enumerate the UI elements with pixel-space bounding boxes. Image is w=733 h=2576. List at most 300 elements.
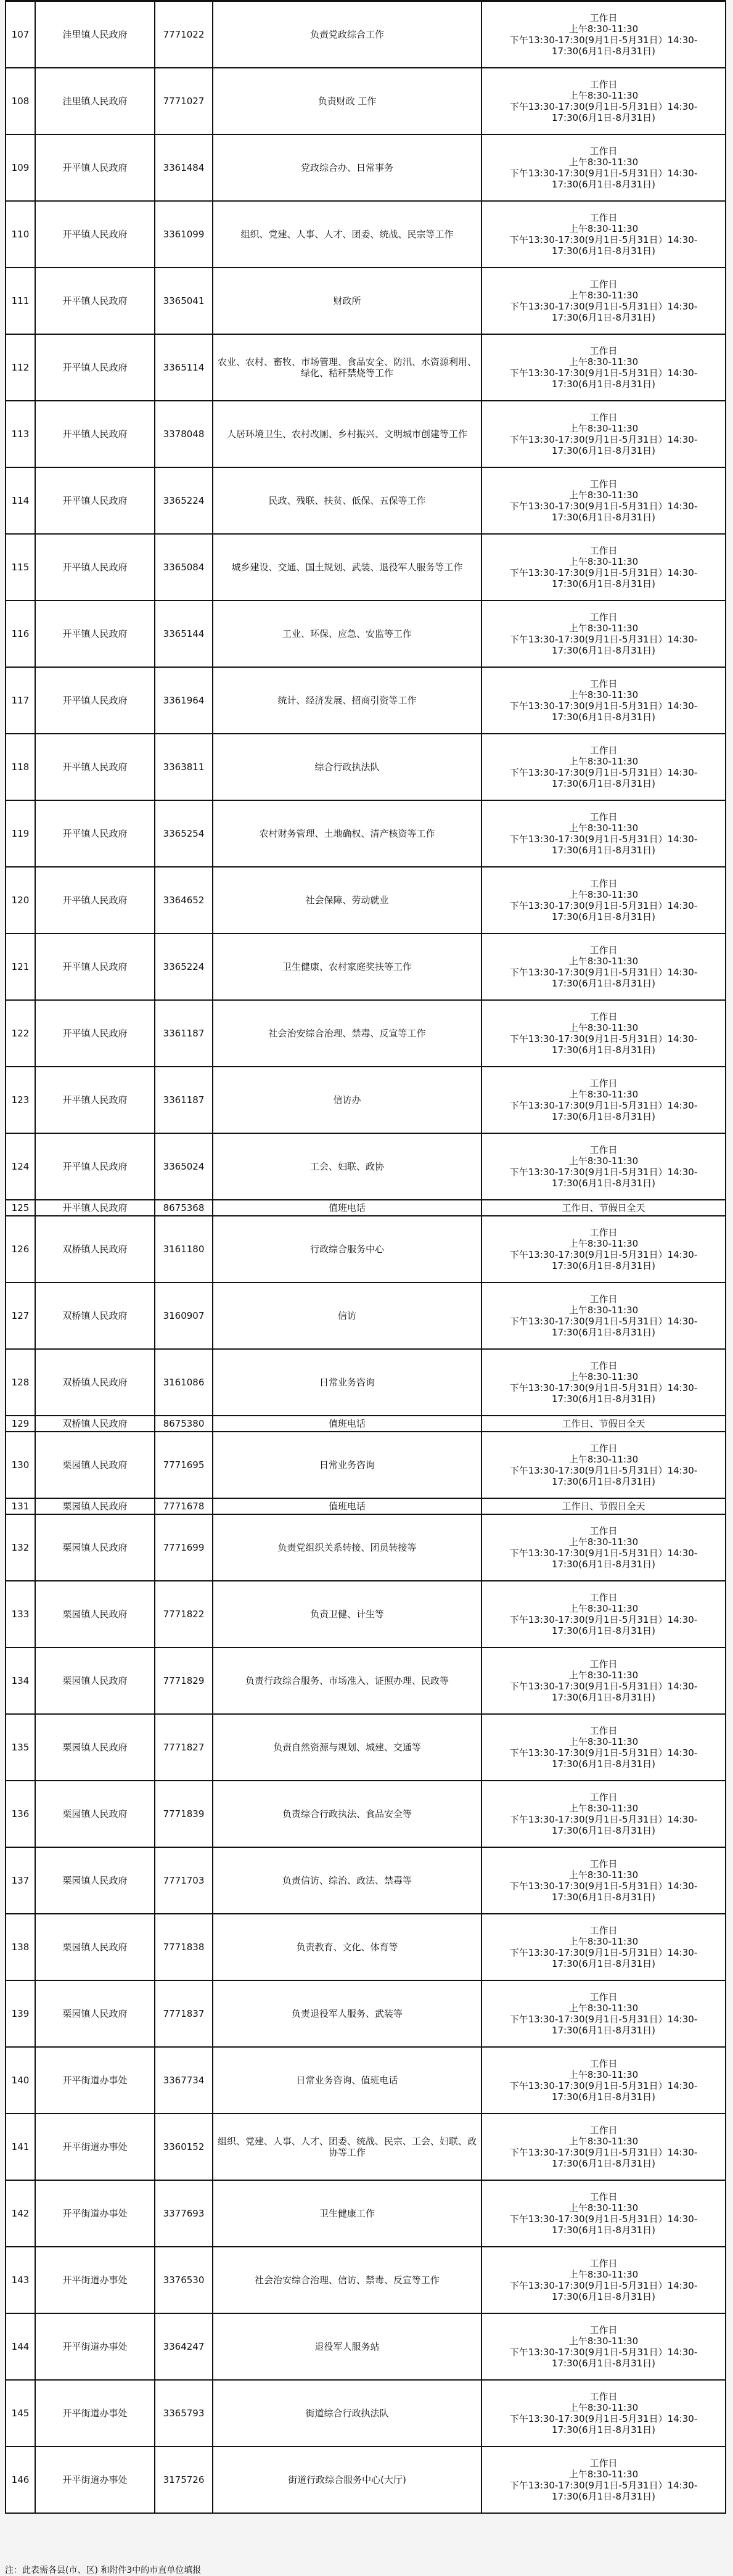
office-hours-line: 17:30(6月1日-8月31日) bbox=[551, 845, 656, 856]
service-description: 行政综合服务中心 bbox=[213, 1216, 481, 1282]
table-row bbox=[6, 1, 726, 68]
office-hours-line: 下午13:30-17:30(9月1日-5月31日）14:30- bbox=[509, 834, 698, 845]
service-description: 统计、经济发展、招商引资等工作 bbox=[213, 667, 481, 734]
row-number: 114 bbox=[6, 467, 35, 534]
office-hours-line: 17:30(6月1日-8月31日) bbox=[551, 2225, 656, 2236]
unit-name: 开平镇人民政府 bbox=[35, 667, 155, 734]
unit-name: 洼里镇人民政府 bbox=[35, 1, 155, 68]
row-number: 120 bbox=[6, 867, 35, 933]
unit-name: 开平镇人民政府 bbox=[35, 467, 155, 534]
office-hours bbox=[481, 1, 726, 68]
office-hours-line: 上午8:30-11:30 bbox=[568, 822, 639, 834]
office-hours-line: 工作日 bbox=[589, 478, 618, 490]
office-hours-line: 工作日 bbox=[589, 2391, 618, 2402]
row-number: 110 bbox=[6, 201, 35, 268]
office-hours-line: 下午13:30-17:30(9月1日-5月31日）14:30- bbox=[509, 2213, 698, 2225]
unit-name: 双桥镇人民政府 bbox=[35, 1216, 155, 1282]
service-description: 社会治安综合治理、信访、禁毒、反宣等工作 bbox=[213, 2247, 481, 2313]
unit-name: 栗园镇人民政府 bbox=[35, 1980, 155, 2047]
office-hours-line: 下午13:30-17:30(9月1日-5月31日）14:30- bbox=[509, 767, 698, 778]
office-hours-line: 17:30(6月1日-8月31日) bbox=[551, 2091, 656, 2102]
office-hours-line: 工作日、节假日全天 bbox=[562, 1501, 645, 1512]
office-hours-line: 上午8:30-11:30 bbox=[568, 1736, 639, 1747]
office-hours-line: 下午13:30-17:30(9月1日-5月31日）14:30- bbox=[509, 1249, 698, 1260]
table-row bbox=[6, 1914, 726, 1980]
row-number: 129 bbox=[6, 1416, 35, 1432]
office-hours-line: 下午13:30-17:30(9月1日-5月31日）14:30- bbox=[509, 2080, 698, 2091]
row-number: 133 bbox=[6, 1581, 35, 1647]
office-hours-line: 17:30(6月1日-8月31日) bbox=[551, 2291, 656, 2302]
phone-number: 3365254 bbox=[155, 800, 213, 867]
phone-number: 3365114 bbox=[155, 334, 213, 401]
row-number: 135 bbox=[6, 1714, 35, 1781]
office-hours-line: 工作日、节假日全天 bbox=[562, 1418, 645, 1429]
table-row bbox=[6, 1216, 726, 1282]
table-row bbox=[6, 867, 726, 933]
office-hours-line: 17:30(6月1日-8月31日) bbox=[551, 112, 656, 123]
office-hours bbox=[481, 734, 726, 800]
service-description: 负责综合行政执法、食品安全等 bbox=[213, 1781, 481, 1847]
phone-number: 3364652 bbox=[155, 867, 213, 933]
unit-name: 开平街道办事处 bbox=[35, 2114, 155, 2180]
office-hours-line: 17:30(6月1日-8月31日) bbox=[551, 1178, 656, 1189]
office-hours-line: 上午8:30-11:30 bbox=[568, 1089, 639, 1100]
table-row bbox=[6, 1714, 726, 1781]
office-hours-line: 下午13:30-17:30(9月1日-5月31日）14:30- bbox=[509, 501, 698, 512]
unit-name: 开平镇人民政府 bbox=[35, 268, 155, 334]
service-description: 信访办 bbox=[213, 1067, 481, 1133]
office-hours bbox=[481, 1282, 726, 1349]
row-number: 139 bbox=[6, 1980, 35, 2047]
phone-number: 7771678 bbox=[155, 1498, 213, 1514]
office-hours-line: 工作日 bbox=[589, 1991, 618, 2003]
table-row bbox=[6, 1781, 726, 1847]
phone-number: 7771827 bbox=[155, 1714, 213, 1781]
row-number: 109 bbox=[6, 134, 35, 201]
row-number: 134 bbox=[6, 1647, 35, 1714]
row-number: 127 bbox=[6, 1282, 35, 1349]
office-hours bbox=[481, 2114, 726, 2180]
unit-name: 栗园镇人民政府 bbox=[35, 1514, 155, 1581]
table-row bbox=[6, 2047, 726, 2114]
row-number: 141 bbox=[6, 2114, 35, 2180]
unit-name: 开平街道办事处 bbox=[35, 2380, 155, 2447]
phone-number: 7771838 bbox=[155, 1914, 213, 1980]
office-hours-line: 下午13:30-17:30(9月1日-5月31日）14:30- bbox=[509, 35, 698, 46]
table-row bbox=[6, 734, 726, 800]
office-hours bbox=[481, 601, 726, 667]
table-row bbox=[6, 2247, 726, 2313]
office-hours-line: 17:30(6月1日-8月31日) bbox=[551, 911, 656, 922]
office-hours-line: 工作日 bbox=[589, 2191, 618, 2202]
office-hours-line: 下午13:30-17:30(9月1日-5月31日）14:30- bbox=[509, 2147, 698, 2158]
office-hours bbox=[481, 1133, 726, 1200]
office-hours-line: 工作日 bbox=[589, 811, 618, 822]
unit-name: 开平街道办事处 bbox=[35, 2447, 155, 2513]
row-number: 138 bbox=[6, 1914, 35, 1980]
table-row bbox=[6, 1200, 726, 1216]
office-hours-line: 下午13:30-17:30(9月1日-5月31日）14:30- bbox=[509, 301, 698, 312]
office-hours bbox=[481, 334, 726, 401]
office-hours-line: 下午13:30-17:30(9月1日-5月31日）14:30- bbox=[509, 1316, 698, 1327]
row-number: 121 bbox=[6, 933, 35, 1000]
office-hours-line: 17:30(6月1日-8月31日) bbox=[551, 312, 656, 323]
phone-number: 3365224 bbox=[155, 933, 213, 1000]
office-hours-line: 17:30(6月1日-8月31日) bbox=[551, 978, 656, 989]
office-hours-line: 下午13:30-17:30(9月1日-5月31日）14:30- bbox=[509, 367, 698, 379]
office-hours-line: 17:30(6月1日-8月31日) bbox=[551, 179, 656, 190]
office-hours bbox=[481, 467, 726, 534]
office-hours-line: 17:30(6月1日-8月31日) bbox=[551, 645, 656, 656]
office-hours-line: 17:30(6月1日-8月31日) bbox=[551, 2025, 656, 2036]
office-hours-line: 上午8:30-11:30 bbox=[568, 223, 639, 234]
table-row bbox=[6, 2447, 726, 2513]
unit-name: 开平镇人民政府 bbox=[35, 1000, 155, 1067]
table-row bbox=[6, 134, 726, 201]
office-hours bbox=[481, 1980, 726, 2047]
footnote: 注：此表需各县(市、区) 和附件3中的市直单位填报 bbox=[5, 2566, 202, 2575]
office-hours-line: 17:30(6月1日-8月31日) bbox=[551, 1559, 656, 1570]
service-description: 值班电话 bbox=[213, 1498, 481, 1514]
phone-number: 3361187 bbox=[155, 1067, 213, 1133]
table-row bbox=[6, 2380, 726, 2447]
office-hours-line: 17:30(6月1日-8月31日) bbox=[551, 778, 656, 789]
table-row bbox=[6, 601, 726, 667]
service-description: 社会保障、劳动就业 bbox=[213, 867, 481, 933]
service-description: 日常业务咨询、值班电话 bbox=[213, 2047, 481, 2114]
service-description: 民政、残联、扶贫、低保、五保等工作 bbox=[213, 467, 481, 534]
table-row bbox=[6, 1647, 726, 1714]
phone-number: 3377693 bbox=[155, 2180, 213, 2247]
office-hours bbox=[481, 1067, 726, 1133]
office-hours bbox=[481, 1647, 726, 1714]
office-hours-line: 上午8:30-11:30 bbox=[568, 956, 639, 967]
table-row bbox=[6, 1980, 726, 2047]
table-row bbox=[6, 667, 726, 734]
service-description: 工业、环保、应急、安监等工作 bbox=[213, 601, 481, 667]
table-row bbox=[6, 1847, 726, 1914]
office-hours-line: 工作日 bbox=[589, 1360, 618, 1371]
table-row bbox=[6, 1432, 726, 1498]
row-number: 142 bbox=[6, 2180, 35, 2247]
unit-name: 开平镇人民政府 bbox=[35, 1133, 155, 1200]
unit-name: 开平镇人民政府 bbox=[35, 933, 155, 1000]
office-hours-line: 17:30(6月1日-8月31日) bbox=[551, 2424, 656, 2435]
service-description: 日常业务咨询 bbox=[213, 1432, 481, 1498]
unit-name: 栗园镇人民政府 bbox=[35, 1498, 155, 1514]
phone-number: 8675380 bbox=[155, 1416, 213, 1432]
office-hours-line: 工作日 bbox=[589, 146, 618, 157]
office-hours-line: 上午8:30-11:30 bbox=[568, 1536, 639, 1548]
service-description: 街道行政综合服务中心(大厅) bbox=[213, 2447, 481, 2513]
office-hours bbox=[481, 1349, 726, 1416]
office-hours-line: 下午13:30-17:30(9月1日-5月31日）14:30- bbox=[509, 1167, 698, 1178]
unit-name: 双桥镇人民政府 bbox=[35, 1282, 155, 1349]
office-hours-line: 17:30(6月1日-8月31日) bbox=[551, 379, 656, 390]
phone-number: 3365224 bbox=[155, 467, 213, 534]
office-hours bbox=[481, 1498, 726, 1514]
unit-name: 开平街道办事处 bbox=[35, 2247, 155, 2313]
office-hours bbox=[481, 1200, 726, 1216]
office-hours-line: 上午8:30-11:30 bbox=[568, 2136, 639, 2147]
phone-number: 3364247 bbox=[155, 2313, 213, 2380]
contact-table bbox=[5, 0, 726, 2514]
office-hours bbox=[481, 933, 726, 1000]
office-hours-line: 上午8:30-11:30 bbox=[568, 689, 639, 700]
phone-number: 7771699 bbox=[155, 1514, 213, 1581]
office-hours-line: 上午8:30-11:30 bbox=[568, 1869, 639, 1881]
table-row bbox=[6, 1133, 726, 1200]
office-hours-line: 17:30(6月1日-8月31日) bbox=[551, 1892, 656, 1903]
office-hours-line: 工作日 bbox=[589, 1525, 618, 1536]
office-hours-line: 工作日 bbox=[589, 412, 618, 423]
table-row bbox=[6, 467, 726, 534]
office-hours-line: 上午8:30-11:30 bbox=[568, 889, 639, 900]
office-hours-line: 工作日 bbox=[589, 2058, 618, 2069]
office-hours-line: 下午13:30-17:30(9月1日-5月31日）14:30- bbox=[509, 234, 698, 245]
service-description: 组织、党建、人事、人才、团委、统战、民宗、工会、妇联、政协等工作 bbox=[213, 2114, 481, 2180]
office-hours bbox=[481, 1432, 726, 1498]
phone-number: 7771703 bbox=[155, 1847, 213, 1914]
service-description: 人居环境卫生、农村改厕、乡村振兴、文明城市创建等工作 bbox=[213, 401, 481, 467]
phone-number: 3365041 bbox=[155, 268, 213, 334]
phone-number: 3361964 bbox=[155, 667, 213, 734]
office-hours-line: 17:30(6月1日-8月31日) bbox=[551, 1476, 656, 1487]
service-description: 日常业务咨询 bbox=[213, 1349, 481, 1416]
table-body bbox=[6, 1, 726, 2514]
office-hours-line: 上午8:30-11:30 bbox=[568, 1022, 639, 1033]
office-hours bbox=[481, 1847, 726, 1914]
office-hours-line: 17:30(6月1日-8月31日) bbox=[551, 445, 656, 456]
office-hours-line: 17:30(6月1日-8月31日) bbox=[551, 1111, 656, 1122]
office-hours-line: 17:30(6月1日-8月31日) bbox=[551, 512, 656, 523]
table-row bbox=[6, 1282, 726, 1349]
office-hours-line: 上午8:30-11:30 bbox=[568, 1238, 639, 1249]
office-hours-line: 下午13:30-17:30(9月1日-5月31日）14:30- bbox=[509, 1814, 698, 1825]
service-description: 负责党组织关系转接、团员转接等 bbox=[213, 1514, 481, 1581]
row-number: 107 bbox=[6, 1, 35, 68]
unit-name: 开平街道办事处 bbox=[35, 2047, 155, 2114]
service-description: 负责财政 工作 bbox=[213, 68, 481, 134]
office-hours bbox=[481, 1914, 726, 1980]
service-description: 农业、农村、畜牧、市场管理、食品安全、防汛、水资源利用、绿化、秸秆禁烧等工作 bbox=[213, 334, 481, 401]
office-hours-line: 工作日 bbox=[589, 12, 618, 23]
row-number: 113 bbox=[6, 401, 35, 467]
service-description: 工会、妇联、政协 bbox=[213, 1133, 481, 1200]
phone-number: 3365793 bbox=[155, 2380, 213, 2447]
row-number: 123 bbox=[6, 1067, 35, 1133]
office-hours-line: 下午13:30-17:30(9月1日-5月31日）14:30- bbox=[509, 2280, 698, 2291]
office-hours-line: 下午13:30-17:30(9月1日-5月31日）14:30- bbox=[509, 1747, 698, 1758]
office-hours-line: 上午8:30-11:30 bbox=[568, 2402, 639, 2413]
unit-name: 栗园镇人民政府 bbox=[35, 1781, 155, 1847]
office-hours-line: 下午13:30-17:30(9月1日-5月31日）14:30- bbox=[509, 634, 698, 645]
office-hours-line: 工作日 bbox=[589, 612, 618, 623]
row-number: 126 bbox=[6, 1216, 35, 1282]
office-hours-line: 工作日 bbox=[589, 1925, 618, 1936]
office-hours-line: 工作日 bbox=[589, 1294, 618, 1305]
table-row bbox=[6, 1416, 726, 1432]
office-hours-line: 下午13:30-17:30(9月1日-5月31日）14:30- bbox=[509, 1465, 698, 1476]
phone-number: 7771822 bbox=[155, 1581, 213, 1647]
office-hours-line: 下午13:30-17:30(9月1日-5月31日）14:30- bbox=[509, 1681, 698, 1692]
phone-number: 7771839 bbox=[155, 1781, 213, 1847]
office-hours-line: 工作日 bbox=[589, 545, 618, 556]
office-hours-line: 17:30(6月1日-8月31日) bbox=[551, 1327, 656, 1338]
office-hours-line: 17:30(6月1日-8月31日) bbox=[551, 2491, 656, 2502]
row-number: 108 bbox=[6, 68, 35, 134]
office-hours-line: 17:30(6月1日-8月31日) bbox=[551, 1692, 656, 1703]
phone-number: 7771027 bbox=[155, 68, 213, 134]
phone-number: 7771837 bbox=[155, 1980, 213, 2047]
phone-number: 7771829 bbox=[155, 1647, 213, 1714]
unit-name: 开平镇人民政府 bbox=[35, 134, 155, 201]
unit-name: 洼里镇人民政府 bbox=[35, 68, 155, 134]
row-number: 130 bbox=[6, 1432, 35, 1498]
office-hours bbox=[481, 867, 726, 933]
office-hours-line: 下午13:30-17:30(9月1日-5月31日）14:30- bbox=[509, 101, 698, 112]
office-hours bbox=[481, 1514, 726, 1581]
office-hours-line: 上午8:30-11:30 bbox=[568, 23, 639, 35]
unit-name: 开平镇人民政府 bbox=[35, 201, 155, 268]
office-hours-line: 上午8:30-11:30 bbox=[568, 2003, 639, 2014]
row-number: 143 bbox=[6, 2247, 35, 2313]
service-description: 综合行政执法队 bbox=[213, 734, 481, 800]
office-hours-line: 上午8:30-11:30 bbox=[568, 756, 639, 767]
office-hours-line: 工作日 bbox=[589, 945, 618, 956]
office-hours-line: 工作日 bbox=[589, 1792, 618, 1803]
table-row bbox=[6, 268, 726, 334]
office-hours-line: 上午8:30-11:30 bbox=[568, 1603, 639, 1614]
unit-name: 开平镇人民政府 bbox=[35, 334, 155, 401]
office-hours-line: 工作日、节假日全天 bbox=[562, 1202, 645, 1213]
service-description: 财政所 bbox=[213, 268, 481, 334]
office-hours-line: 上午8:30-11:30 bbox=[568, 2469, 639, 2480]
office-hours-line: 工作日 bbox=[589, 1227, 618, 1238]
office-hours bbox=[481, 1781, 726, 1847]
office-hours bbox=[481, 2313, 726, 2380]
unit-name: 开平镇人民政府 bbox=[35, 534, 155, 601]
office-hours-line: 下午13:30-17:30(9月1日-5月31日）14:30- bbox=[509, 567, 698, 578]
row-number: 118 bbox=[6, 734, 35, 800]
office-hours bbox=[481, 2180, 726, 2247]
service-description: 负责行政综合服务、市场准入、证照办理、民政等 bbox=[213, 1647, 481, 1714]
office-hours-line: 上午8:30-11:30 bbox=[568, 1155, 639, 1167]
office-hours-line: 上午8:30-11:30 bbox=[568, 2269, 639, 2280]
office-hours-line: 上午8:30-11:30 bbox=[568, 1371, 639, 1382]
office-hours-line: 下午13:30-17:30(9月1日-5月31日）14:30- bbox=[509, 168, 698, 179]
service-description: 党政综合办、日常事务 bbox=[213, 134, 481, 201]
service-description: 负责信访、综治、政法、禁毒等 bbox=[213, 1847, 481, 1914]
service-description: 农村财务管理、土地确权、清产核资等工作 bbox=[213, 800, 481, 867]
phone-number: 3161086 bbox=[155, 1349, 213, 1416]
unit-name: 开平镇人民政府 bbox=[35, 734, 155, 800]
table-row bbox=[6, 933, 726, 1000]
unit-name: 栗园镇人民政府 bbox=[35, 1847, 155, 1914]
row-number: 136 bbox=[6, 1781, 35, 1847]
office-hours bbox=[481, 2247, 726, 2313]
office-hours-line: 上午8:30-11:30 bbox=[568, 290, 639, 301]
unit-name: 开平街道办事处 bbox=[35, 2180, 155, 2247]
table-row bbox=[6, 1067, 726, 1133]
office-hours-line: 下午13:30-17:30(9月1日-5月31日）14:30- bbox=[509, 1881, 698, 1892]
office-hours-line: 17:30(6月1日-8月31日) bbox=[551, 1958, 656, 1969]
service-description: 负责退役军人服务、武装等 bbox=[213, 1980, 481, 2047]
table-row bbox=[6, 1000, 726, 1067]
office-hours-line: 工作日 bbox=[589, 345, 618, 356]
office-hours-line: 工作日 bbox=[589, 1725, 618, 1736]
service-description: 负责卫健、计生等 bbox=[213, 1581, 481, 1647]
phone-number: 3161180 bbox=[155, 1216, 213, 1282]
office-hours-line: 上午8:30-11:30 bbox=[568, 623, 639, 634]
row-number: 122 bbox=[6, 1000, 35, 1067]
table-row bbox=[6, 534, 726, 601]
office-hours bbox=[481, 800, 726, 867]
office-hours-line: 工作日 bbox=[589, 279, 618, 290]
office-hours bbox=[481, 1216, 726, 1282]
unit-name: 开平镇人民政府 bbox=[35, 800, 155, 867]
unit-name: 栗园镇人民政府 bbox=[35, 1647, 155, 1714]
office-hours bbox=[481, 1000, 726, 1067]
office-hours bbox=[481, 268, 726, 334]
office-hours-line: 上午8:30-11:30 bbox=[568, 356, 639, 367]
row-number: 131 bbox=[6, 1498, 35, 1514]
phone-number: 3175726 bbox=[155, 2447, 213, 2513]
row-number: 137 bbox=[6, 1847, 35, 1914]
office-hours-line: 工作日 bbox=[589, 1858, 618, 1869]
row-number: 117 bbox=[6, 667, 35, 734]
office-hours-line: 下午13:30-17:30(9月1日-5月31日）14:30- bbox=[509, 2413, 698, 2424]
office-hours-line: 下午13:30-17:30(9月1日-5月31日）14:30- bbox=[509, 967, 698, 978]
office-hours-line: 上午8:30-11:30 bbox=[568, 490, 639, 501]
office-hours-line: 工作日 bbox=[589, 2125, 618, 2136]
table-row bbox=[6, 800, 726, 867]
office-hours-line: 上午8:30-11:30 bbox=[568, 1305, 639, 1316]
office-hours-line: 17:30(6月1日-8月31日) bbox=[551, 245, 656, 256]
office-hours-line: 上午8:30-11:30 bbox=[568, 90, 639, 101]
phone-number: 3360152 bbox=[155, 2114, 213, 2180]
service-description: 负责自然资源与规划、城建、交通等 bbox=[213, 1714, 481, 1781]
office-hours-line: 上午8:30-11:30 bbox=[568, 157, 639, 168]
office-hours bbox=[481, 534, 726, 601]
office-hours-line: 17:30(6月1日-8月31日) bbox=[551, 1758, 656, 1770]
office-hours bbox=[481, 2380, 726, 2447]
office-hours-line: 工作日 bbox=[589, 745, 618, 756]
unit-name: 开平街道办事处 bbox=[35, 2313, 155, 2380]
office-hours-line: 下午13:30-17:30(9月1日-5月31日）14:30- bbox=[509, 1947, 698, 1958]
office-hours-line: 下午13:30-17:30(9月1日-5月31日）14:30- bbox=[509, 1382, 698, 1393]
phone-number: 3376530 bbox=[155, 2247, 213, 2313]
unit-name: 开平镇人民政府 bbox=[35, 401, 155, 467]
table-row bbox=[6, 1514, 726, 1581]
office-hours-line: 17:30(6月1日-8月31日) bbox=[551, 1044, 656, 1056]
office-hours bbox=[481, 1714, 726, 1781]
unit-name: 双桥镇人民政府 bbox=[35, 1416, 155, 1432]
unit-name: 双桥镇人民政府 bbox=[35, 1349, 155, 1416]
row-number: 144 bbox=[6, 2313, 35, 2380]
unit-name: 开平镇人民政府 bbox=[35, 1200, 155, 1216]
phone-number: 3361099 bbox=[155, 201, 213, 268]
phone-number: 3365084 bbox=[155, 534, 213, 601]
row-number: 119 bbox=[6, 800, 35, 867]
table-row bbox=[6, 1349, 726, 1416]
office-hours-line: 17:30(6月1日-8月31日) bbox=[551, 712, 656, 723]
office-hours bbox=[481, 1416, 726, 1432]
office-hours-line: 工作日 bbox=[589, 678, 618, 689]
unit-name: 栗园镇人民政府 bbox=[35, 1581, 155, 1647]
unit-name: 开平镇人民政府 bbox=[35, 867, 155, 933]
row-number: 112 bbox=[6, 334, 35, 401]
